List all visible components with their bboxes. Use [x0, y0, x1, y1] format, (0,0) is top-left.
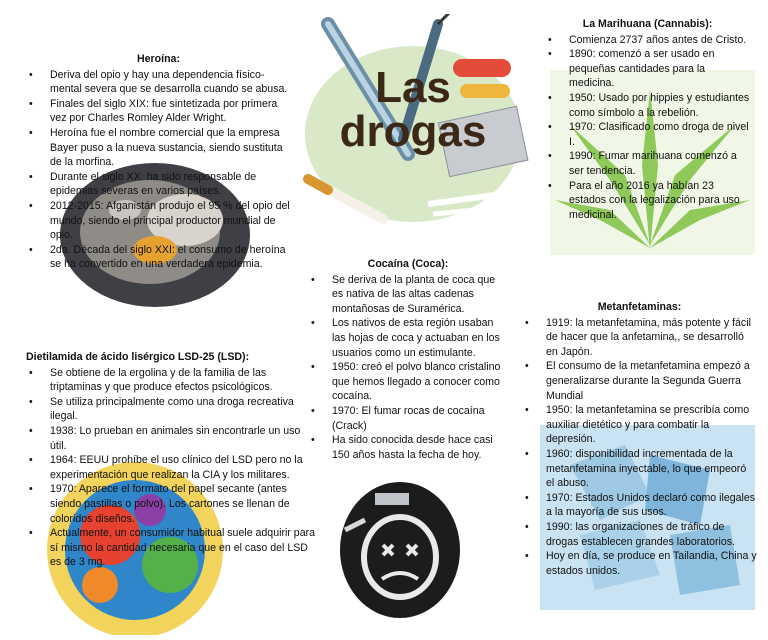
marihuana-list	[545, 33, 750, 223]
list-item: • 2012-2015: Afganistán produjo el 95 % del opio del mundo, siendo el principal productor mundial de opio.	[26, 199, 291, 243]
cocaina-heading: Cocaína (Coca):	[367, 258, 449, 270]
list-item: • Deriva del opio y hay una dependencia físico-mental severa que se desarrolla cuando se abusa.	[26, 68, 291, 97]
list-item: • Los nativos de esta región usaban las hojas de coca y actuaban en los usuarios como un estimulante.	[308, 316, 508, 360]
list-item: • Comienza 2737 años antes de Cristo.	[545, 33, 750, 48]
list-item: • 2da. Década del siglo XXI: el consumo de heroína se ha convertido en una verdadera epidemia.	[26, 243, 291, 272]
list-item: • 1970: Aparece el formato del papel secante (antes siendo pastillas o polvo). Los cartones se llenan de coloridos diseños.	[26, 482, 316, 526]
list-item: • 1919: la metanfetamina, más potente y fácil de hacer que la anfetamina,, se desarrolló en Japón.	[522, 316, 757, 360]
list-item: • Hoy en día, se produce en Tailandia, China y estados unidos.	[522, 549, 757, 578]
list-item: • Durante el siglo XX: ha sido responsable de epidemias severas en varios países.	[26, 170, 291, 199]
metanfetaminas-section	[522, 300, 757, 578]
list-item: • Ha sido conocida desde hace casi 150 años hasta la fecha de hoy.	[308, 433, 508, 462]
metanfetaminas-list	[522, 316, 757, 579]
list-item: • 1938: Lo prueban en animales sin encontrarle un uso útil.	[26, 424, 316, 453]
page-title	[328, 63, 498, 156]
list-item: • 1990: las organizaciones de tráfico de drogas establecen grandes laboratorios.	[522, 520, 757, 549]
heroina-heading: Heroína:	[137, 53, 180, 65]
lsd-heading: Dietilamida de ácido lisérgico LSD-25 (LSD):	[26, 351, 250, 363]
metanfetaminas-heading: Metanfetaminas:	[597, 301, 682, 313]
list-item: • El consumo de la metanfetamina empezó a generalizarse durante la Segunda Guerra Mundial	[522, 359, 757, 403]
list-item: • 1950: creó el polvo blanco cristalino que hemos llegado a conocer como cocaína.	[308, 360, 508, 404]
list-item: • Actualmente, un consumidor habitual suele adquirir para sí mismo la cantidad necesaria que en el caso del LSD es de 3 mg.	[26, 526, 316, 570]
list-item: • 1950: la metanfetamina se prescribía como auxiliar dietético y para combatir la depresión.	[522, 403, 757, 447]
marihuana-section	[545, 17, 750, 222]
lsd-section	[26, 350, 316, 570]
lsd-list	[26, 366, 316, 570]
list-item: • 1960: disponibilidad incrementada de la metanfetamina inyectable, lo que empeoró el abuso.	[522, 447, 757, 491]
list-item: • 1970: El fumar rocas de cocaína (Crack)	[308, 404, 508, 433]
list-item: • Heroína fue el nombre comercial que la empresa Bayer puso a la nueva sustancia, siendo sustituta de la morfina.	[26, 126, 291, 170]
list-item: • 1970: Clasificado como droga de nivel I.	[545, 120, 750, 149]
list-item: • Se deriva de la planta de coca que es nativa de las altas cadenas montañosas de Suramérica.	[308, 273, 508, 317]
cocaina-section	[308, 257, 508, 462]
heroina-section	[26, 52, 291, 272]
list-item: • 1990: Fumar marihuana comenzó a ser tendencia.	[545, 149, 750, 178]
list-item: • 1950: Usado por hippies y estudiantes como símbolo a la rebelión.	[545, 91, 750, 120]
list-item: • Se obtiene de la ergolina y de la familia de las triptaminas y que produce efectos psicológicos.	[26, 366, 316, 395]
list-item: • Finales del siglo XIX: fue sintetizada por primera vez por Charles Romley Alder Wright.	[26, 97, 291, 126]
list-item: • 1970: Estados Unidos declaró como ilegales a la mayoría de sus usos.	[522, 491, 757, 520]
list-item: • 1964: EEUU prohíbe el uso clínico del LSD pero no la experimentación que realizan la CIA y los militares.	[26, 453, 316, 482]
marihuana-heading: La Marihuana (Cannabis):	[582, 18, 713, 30]
list-item: • 1890: comenzó a ser usado en pequeñas cantidades para la medicina.	[545, 47, 750, 91]
list-item: • Se utiliza principalmente como una droga recreativa ilegal.	[26, 395, 316, 424]
cocaine-image	[335, 475, 465, 625]
heroina-list	[26, 68, 291, 272]
title-text: Las drogas	[339, 63, 487, 156]
cocaina-list	[308, 273, 508, 463]
list-item: • Para el año 2016 ya habían 23 estados con la legalización para uso medicinal.	[545, 179, 750, 223]
